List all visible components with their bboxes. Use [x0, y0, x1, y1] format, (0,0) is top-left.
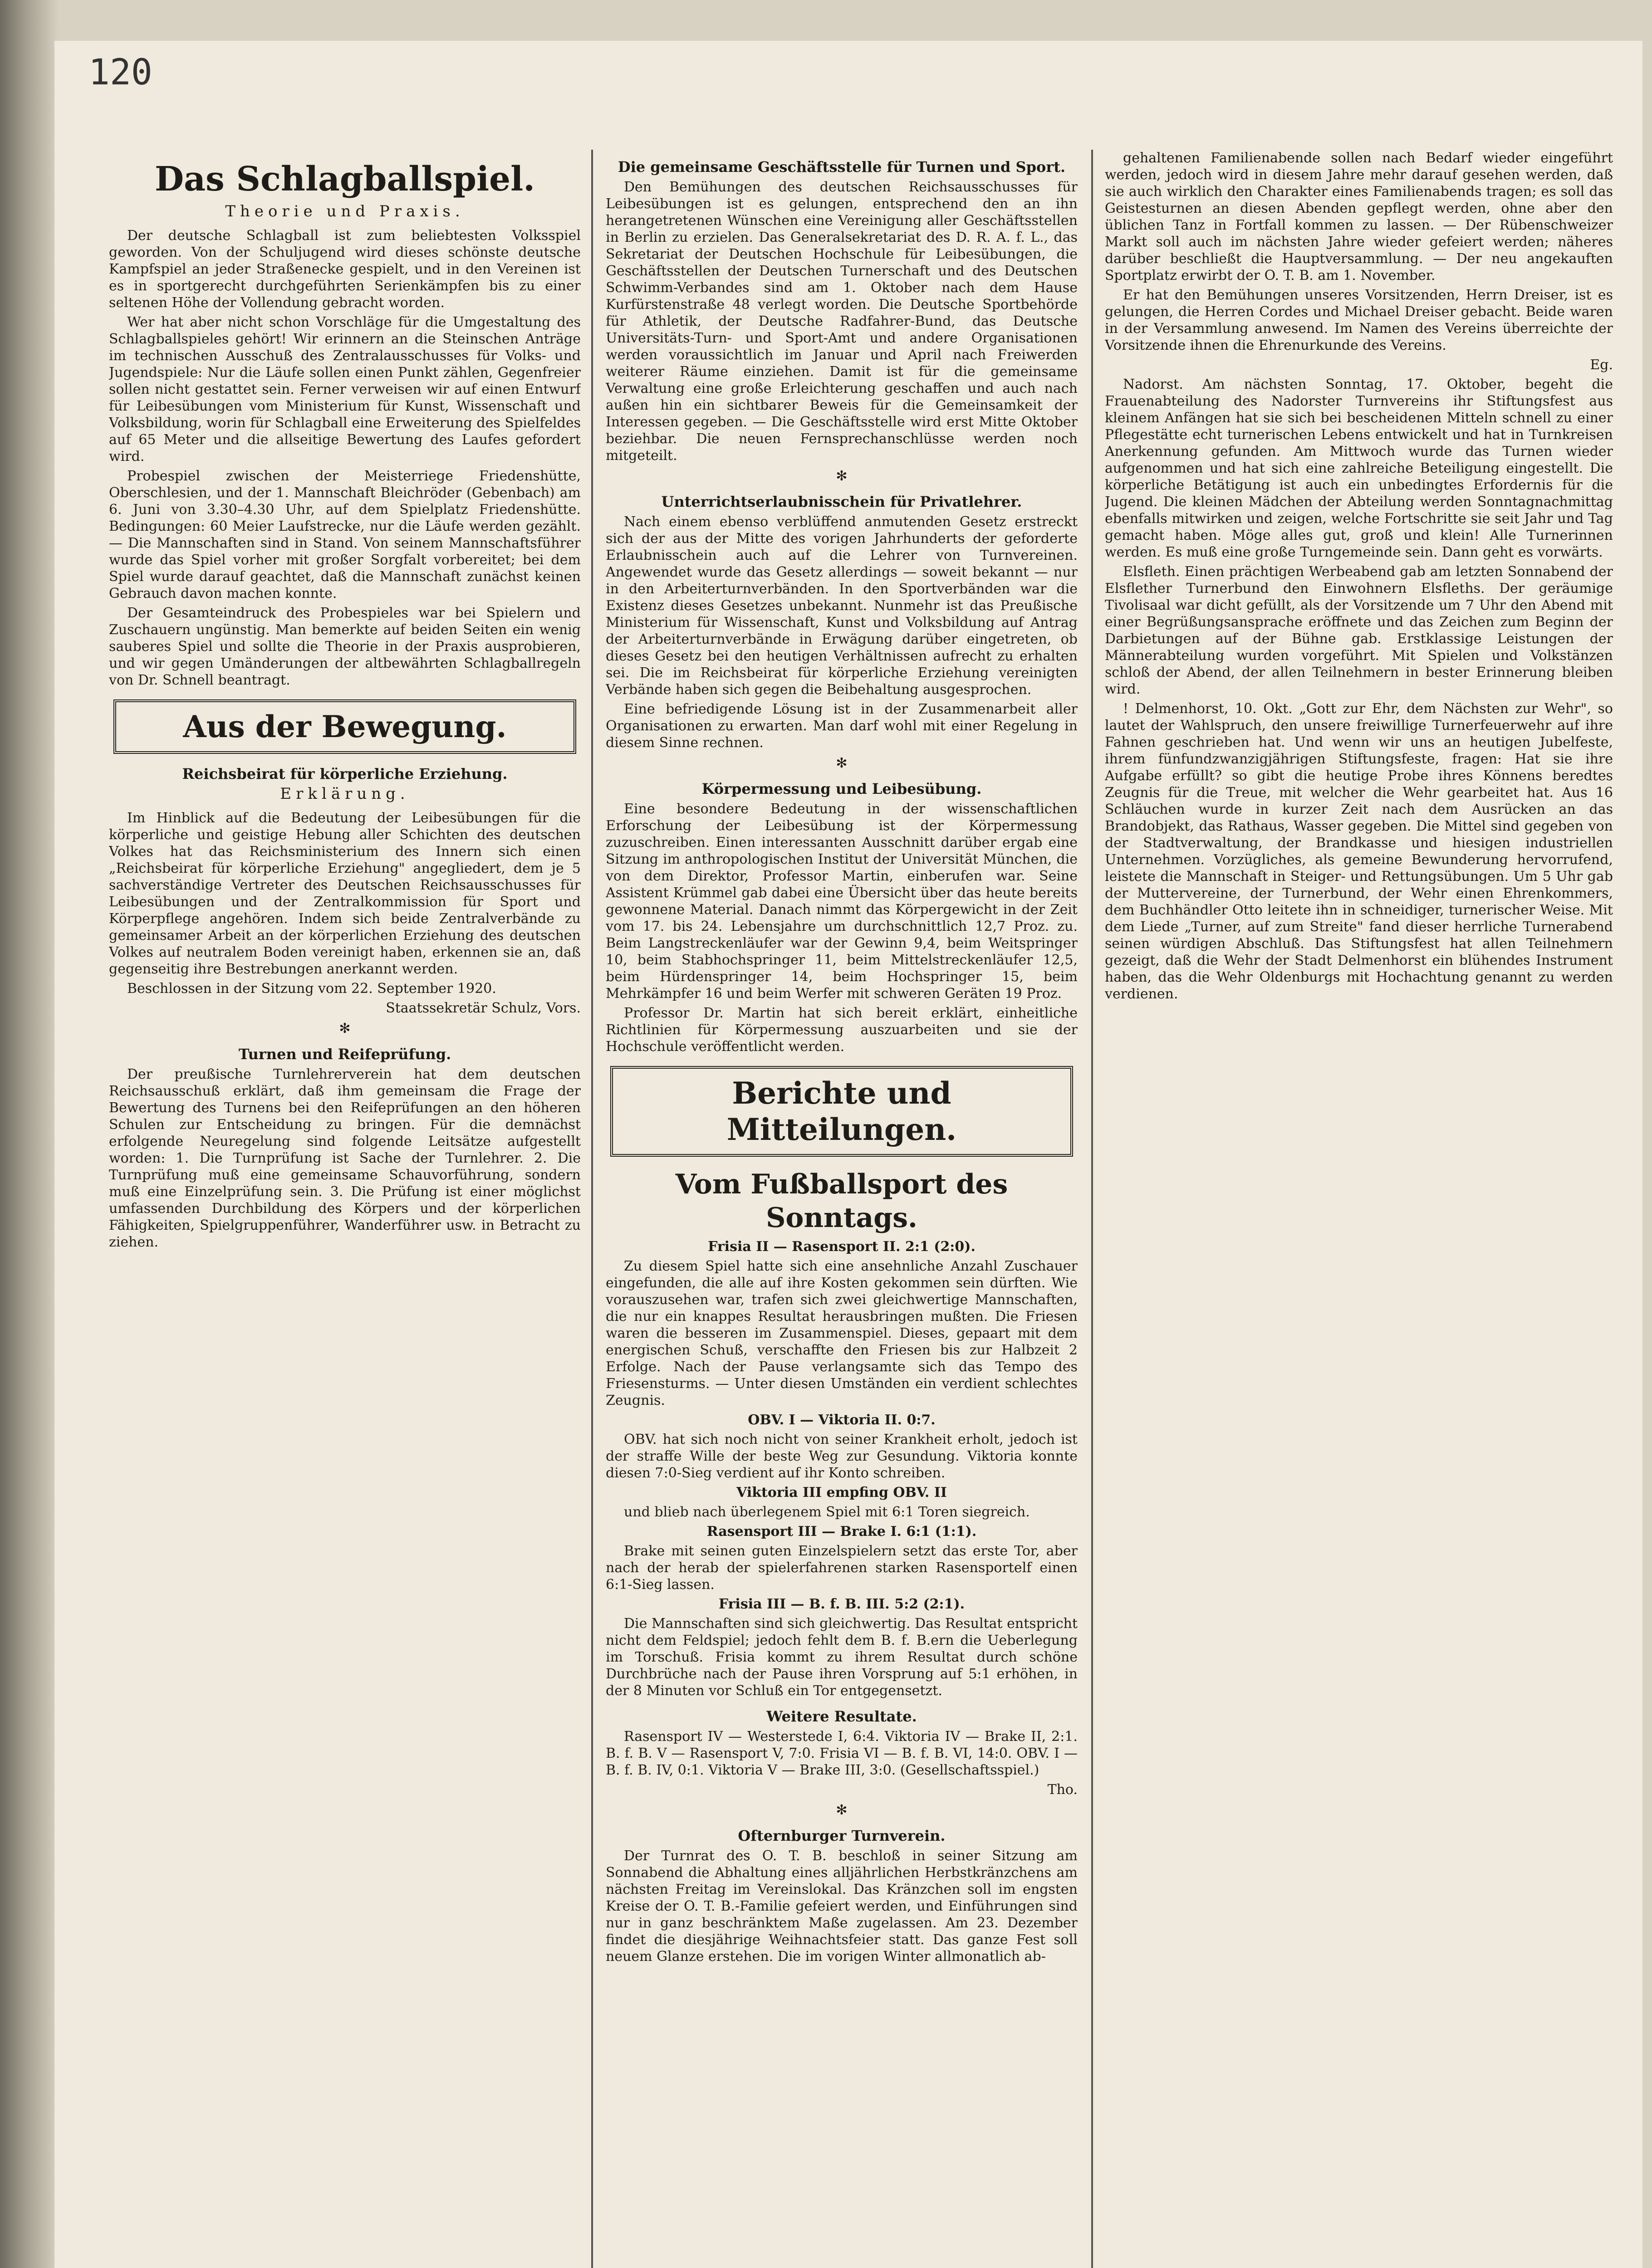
column-divider — [1091, 150, 1093, 2268]
article-subheading: Erklärung. — [280, 785, 410, 803]
article-paragraph: ! Delmenhorst, 10. Okt. „Gott zur Ehr, dem Nächsten zur Wehr", so lautet der Wahlspruch, den unsere freiwillige Turnerfeuerwehr auf ihre Fahnen geschrieben hat. Und wenn wir uns an heutigen Jubelfeste, ihrem fünfundzwanzigjährigen Stiftungsfeste, fragen: Hat sie ihre Aufgabe erfüllt? so gibt die heutige Probe ihres Könnens beredtes Zeugnis für die Treue, mit welcher die Wehr gearbeitet hat. Aus 16 Schläuchen wurde in kurzer Zeit nach dem Ausrücken an das Brandobjekt, das Rathaus, Wasser gegeben. Die Mittel sind gegeben von der Stadtverwaltung, der Brandkasse und hiesigen industriellen Unternehmen. Vorzügliches, als gemeine Bewunderung hervorrufend, leistete die Mannschaft in Steiger- und Rettungsübungen. Um 5 Uhr gab der Muttervereine, der Turnerbund, der Wehr einen Ehrenkommers, dem Buchhändler Otto leitete ihn in schneidiger, turnerischer Weise. Mit dem Liede „Turner, auf zum Streite" fand dieser herrliche Turnerabend seinen würdigen Abschluß. Das Stiftungsfest hat allen Teilnehmern gezeigt, daß die Wehr der Stadt Delmenhorst ein blühendes Instrument haben, das die Wehr Oldenburgs mit Hochachtung genannt zu werden verdienen. — [1105, 701, 1613, 1002]
article-paragraph: Den Bemühungen des deutschen Reichsausschusses für Leibesübungen ist es gelungen, entsprechend den an ihn herangetretenen Wünschen eine Vereinigung aller Geschäftsstellen in Berlin zu erzielen. Das Generalsekretariat des D. R. A. f. L., das Sekretariat der Deutschen Hochschule für Leibesübungen, die Geschäftsstellen der Deutschen Turnerschaft und des Deutschen Schwimm-Verbandes sind am 1. Oktober nach dem Hause Kurfürstenstraße 48 verlegt worden. Die Deutsche Sportbehörde für Athletik, der Deutsche Radfahrer-Bund, das Deutsche Universitäts-Turn- und Sport-Amt und andere Organisationen werden voraussichtlich im Januar und April nach Freiwerden weiterer Räume einziehen. Damit ist für die gemeinsame Verwaltung eine große Erleichterung geschaffen und auch nach außen hin ein sichtbarer Beweis für die Gemeinsamkeit der Interessen gegeben. — Die Geschäftsstelle wird erst Mitte Oktober beziehbar. Die neuen Fernsprechanschlüsse werden noch mitgeteilt. — [606, 179, 1078, 464]
article-subtitle: Theorie und Praxis. — [225, 202, 465, 220]
article-paragraph: Nach einem ebenso verblüffend anmutenden Gesetz erstreckt sich der aus der Mitte des vorigen Jahrhunderts der geforderte Erlaubnisschein auch auf die Lehrer von Turnvereinen. Angewendet wurde das Gesetz allerdings — soweit bekannt — nur in den Arbeiterturnverbänden. In den Sportverbänden war die Existenz dieses Gesetzes unbekannt. Nunmehr ist das Preußische Ministerium für Wissenschaft, Kunst und Volksbildung auf Antrag der Arbeiterturnverbände in Erwägung darüber eingetreten, ob dieses Gesetz bei den heutigen Verhältnissen aufrecht zu erhalten sei. Die im Reichsbeirat für körperliche Erziehung vereinigten Verbände haben sich gegen die Beibehaltung ausgesprochen. — [606, 514, 1078, 698]
match-result: Frisia II — Rasensport II. 2:1 (2:0). — [708, 1239, 976, 1255]
article-title: Vom Fußballsport des Sonntags. — [675, 1168, 1008, 1234]
article-paragraph: Die Mannschaften sind sich gleichwertig. Das Resultat entspricht nicht dem Feldspiel; jedoch fehlt dem B. f. B.ern die Ueberlegung im Torschuß. Frisia kommt zu ihrem Resultat durch schöne Durchbrüche nach der Pause ihren Vorsprung auf 5:1 erhöhen, in der 8 Minuten vor Schluß ein Tor entgegensetzt. — [606, 1616, 1078, 1699]
page-number: 120 — [88, 52, 152, 93]
article-heading: Turnen und Reifeprüfung. — [238, 1046, 451, 1063]
signature: Eg. — [1590, 357, 1613, 373]
article-paragraph: Er hat den Bemühungen unseres Vorsitzenden, Herrn Dreiser, ist es gelungen, die Herren Cordes und Michael Dreiser gebacht. Beide waren in der Versammlung anwesend. Im Namen des Vereins überreichte der Vorsitzende ihnen die Ehrenurkunde des Vereins. — [1105, 287, 1613, 353]
article-heading: Weitere Resultate. — [766, 1708, 917, 1725]
section-box-heading: Aus der Bewegung. — [113, 699, 576, 754]
article-heading: Ofternburger Turnverein. — [738, 1827, 946, 1844]
article-paragraph: Im Hinblick auf die Bedeutung der Leibesübungen für die körperliche und geistige Hebung aller Schichten des deutschen Volkes hat das Reichsministerium des Innern sich einen „Reichsbeirat für körperliche Erziehung" angegliedert, dem je 5 sachverständige Vertreter des Deutschen Reichsausschusses für Leibesübungen und der Zentralkommission für Sport und Körperpflege angehören. Indem sich beide Zentralverbände zu gemeinsamer Arbeit an der körperlichen Erziehung des deutschen Volkes auf neutralem Boden vereinigt haben, erkennen sie an, daß gegenseitig ihre Bestrebungen anerkannt werden. — [109, 810, 581, 977]
match-result: Rasensport III — Brake I. 6:1 (1:1). — [706, 1524, 977, 1540]
separator: ✻ — [836, 468, 848, 484]
article-title: Das Schlagballspiel. — [154, 160, 535, 199]
signature: Tho. — [1047, 1782, 1078, 1798]
match-result: OBV. I — Viktoria II. 0:7. — [748, 1412, 936, 1428]
column-2 — [606, 150, 1078, 2268]
match-result: Frisia III — B. f. B. III. 5:2 (2:1). — [718, 1596, 965, 1612]
article-paragraph: Der deutsche Schlagball ist zum beliebtesten Volksspiel geworden. Von der Schuljugend wird dieses schönste deutsche Kampfspiel an jeder Straßenecke gespielt, und in den Vereinen ist es in sportgerecht durchgeführten Serienkämpfen bis zu einer seltenen Höhe der Vollendung gebracht worden. — [109, 228, 581, 311]
article-paragraph: Zu diesem Spiel hatte sich eine ansehnliche Anzahl Zuschauer eingefunden, die alle auf ihre Kosten gekommen sein dürften. Wie vorauszusehen war, trafen sich zwei gleichwertige Mannschaften, die nur ein knappes Resultat herausbringen mußten. Die Friesen waren die besseren im Zusammenspiel. Dieses, gepaart mit dem energischen Schuß, verschaffte den Friesen bis zur Halbzeit 2 Erfolge. Nach der Pause verlangsamte sich das Tempo des Friesensturms. — Unter diesen Umständen ein verdient schlechtes Zeugnis. — [606, 1258, 1078, 1408]
separator: ✻ — [339, 1021, 351, 1036]
article-paragraph: Der Turnrat des O. T. B. beschloß in seiner Sitzung am Sonnabend die Abhaltung eines alljährlichen Herbstkränzchens am nächsten Freitag im Vereinslokal. Das Kränzchen soll im engsten Kreise der O. T. B.-Familie gefeiert werden, und Einführungen sind nur in ganz beschränktem Maße zugelassen. Am 23. Dezember findet die diesjährige Weihnachtsfeier statt. Das ganze Fest soll neuem Glanze erstehen. Die im vorigen Winter allmonatlich ab- — [606, 1848, 1078, 1965]
article-paragraph: Eine befriedigende Lösung ist in der Zusammenarbeit aller Organisationen zu erwarten. Man darf wohl mit einer Regelung in diesem Sinne rechnen. — [606, 701, 1078, 751]
column-3 — [1105, 150, 1613, 2268]
article-paragraph: Probespiel zwischen der Meisterriege Friedenshütte, Oberschlesien, und der 1. Mannschaft Bleichröder (Gebenbach) am 6. Juni von 3.30–4.30 Uhr, auf dem Spielplatz Friedenshütte. Bedingungen: 60 Meier Laufstrecke, nur die Läufe werden gezählt. — Die Mannschaften sind in Stand. Von seinem Mannschaftsführer wurde das Spiel vorher mit großer Sorgfalt vorbereitet; bei dem Spiel wurde darauf geachtet, daß die Mannschaft zunächst keinen Gebrauch davon machen konnte. — [109, 468, 581, 601]
article-paragraph: Professor Dr. Martin hat sich bereit erklärt, einheitliche Richtlinien für Körpermessung auszuarbeiten und sie der Hochschule veröffentlicht werden. — [606, 1005, 1078, 1055]
column-1 — [109, 150, 581, 2268]
article-paragraph: Elsfleth. Einen prächtigen Werbeabend gab am letzten Sonnabend der Elsflether Turnerbund den Einwohnern Elsfleths. Der geräumige Tivolisaal war dicht gefüllt, als der Vorsitzende um 7 Uhr den Abend mit einer Begrüßungsansprache eröffnete und das Zeichen zum Beginn der Darbietungen auf der Bühne gab. Erstklassige Leistungen der Männerabteilung wurden vorgeführt. Mit Spielen und Volkstänzen schloß der Abend, der allen Teilnehmern in bester Erinnerung bleiben wird. — [1105, 564, 1613, 697]
article-paragraph: Beschlossen in der Sitzung vom 22. September 1920. — [127, 981, 496, 997]
article-paragraph: Rasensport IV — Westerstede I, 6:4. Viktoria IV — Brake II, 2:1. B. f. B. V — Rasensport V, 7:0. Frisia VI — B. f. B. VI, 14:0. OBV. I — B. f. B. IV, 0:1. Viktoria V — Brake III, 3:0. (Gesellschaftsspiel.) — [606, 1729, 1078, 1778]
match-result: Viktoria III empfing OBV. II — [736, 1485, 947, 1501]
article-paragraph: Eine besondere Bedeutung in der wissenschaftlichen Erforschung der Leibesübung ist der Körpermessung zuzuschreiben. Einen interessanten Ausschnitt darüber ergab eine Sitzung im anthropologischen Institut der Universität München, die von dem Direktor, Professor Martin, einberufen war. Seine Assistent Krümmel gab dabei eine Übersicht über das heute bereits gewonnene Material. Danach nimmt das Körpergewicht in der Zeit vom 17. bis 24. Lebensjahre um durchschnittlich 12,7 Proz. zu. Beim Langstreckenläufer war der Gewinn 9,4, beim Weitspringer 10, beim Stabhochspringer 11, beim Mittelstreckenläufer 12,5, beim Hürdenspringer 14, beim Hochspringer 15, beim Mehrkämpfer 16 und beim Werfer mit schweren Geräten 19 Proz. — [606, 801, 1078, 1002]
article-paragraph: OBV. hat sich noch nicht von seiner Krankheit erholt, jedoch ist der straffe Wille der beste Weg zur Gesundung. Viktoria konnte diesen 7:0-Sieg verdient auf ihr Konto schreiben. — [606, 1432, 1078, 1481]
article-paragraph: und blieb nach überlegenem Spiel mit 6:1 Toren siegreich. — [624, 1504, 1030, 1520]
column-divider — [591, 150, 593, 2268]
article-paragraph: gehaltenen Familienabende sollen nach Bedarf wieder eingeführt werden, jedoch wird in diesem Jahre mehr darauf gesehen werden, daß sie auch wirklich den Charakter eines Familienabends tragen; es soll das Geistesturnen an diesen Abenden gepflegt werden, ohne aber den üblichen Tanz in Fortfall kommen zu lassen. — Der Rübenschweizer Markt soll auch im nächsten Jahre wieder gefeiert werden; näheres darüber beschließt die Hauptversammlung. — Der neu angekauften Sportplatz erwirbt der O. T. B. am 1. November. — [1105, 150, 1613, 284]
article-paragraph: Der preußische Turnlehrerverein hat dem deutschen Reichsausschuß erklärt, daß ihm gemeinsam die Frage der Bewertung des Turnens bei den Reifeprüfungen an den höheren Schulen zur Entscheidung zu bringen. Für die demnächst erfolgende Neuregelung sind folgende Leitsätze aufgestellt worden: 1. Die Turnprüfung ist Sache der Turnlehrer. 2. Die Turnprüfung muß eine gemeinsame Schauvorführung, sondern muß eine Einzelprüfung sein. 3. Die Prüfung ist einer möglichst umfassenden Durchbildung des Körpers und der körperlichen Fähigkeiten, Spielgruppenführer, Wanderführer usw. in Betracht zu ziehen. — [109, 1066, 581, 1250]
article-paragraph: Wer hat aber nicht schon Vorschläge für die Umgestaltung des Schlagballspieles gehört! Wir erinnern an die Steinschen Anträge im technischen Ausschuß des Zentralausschusses für Volks- und Jugendspiele: Nur die Läufe sollen einen Punkt zählen, Gegenfreier sollen nicht gestattet sein. Ferner verweisen wir auf einen Entwurf für Leibesübungen vom Ministerium für Kunst, Wissenschaft und Volksbildung, worin für Schlagball eine Erweiterung des Spielfeldes auf 65 Meter und die allseitige Bewertung des Laufes gefordert wird. — [109, 314, 581, 464]
signature: Staatssekretär Schulz, Vors. — [386, 1000, 581, 1016]
article-paragraph: Brake mit seinen guten Einzelspielern setzt das erste Tor, aber nach der herab der spielerfahrenen starken Rasensportelf einen 6:1-Sieg lassen. — [606, 1543, 1078, 1593]
separator: ✻ — [836, 1802, 848, 1818]
separator: ✻ — [836, 755, 848, 771]
article-heading: Reichsbeirat für körperliche Erziehung. — [182, 765, 508, 782]
article-paragraph: Nadorst. Am nächsten Sonntag, 17. Oktober, begeht die Frauenabteilung des Nadorster Turnvereins ihr Stiftungsfest aus kleinem Anfängen hat sie sich bei bescheidenen Mitteln schnell zu einer Pflegestätte echt turnerischen Lebens entwickelt und hat in Turnkreisen Anerkennung gefunden. Am Mittwoch wurde das Turnen wieder aufgenommen und hat sich eine zahlreiche Beteiligung eingestellt. Die körperliche Betätigung ist auch ein unbedingtes Erfordernis für die Jugend. Die kleinen Mädchen der Abteilung werden Sonntagnachmittag ebenfalls mitwirken und zeigen, welche Fortschritte sie seit Jahr und Tag gemacht haben. Möge alles gut, groß und klein! Alle Turnerinnen werden. Es muß eine große Turngemeinde sein. Dann geht es vorwärts. — [1105, 376, 1613, 560]
article-heading: Unterrichtserlaubnisschein für Privatlehrer. — [661, 493, 1022, 510]
article-paragraph: Der Gesamteindruck des Probespieles war bei Spielern und Zuschauern ungünstig. Man bemerkte auf beiden Seiten ein wenig sauberes Spiel und sollte die Theorie in der Praxis ausprobieren, und wir gegen Umänderungen der altbewährten Schlagballregeln von Dr. Schnell beantragt. — [109, 605, 581, 688]
article-heading: Die gemeinsame Geschäftsstelle für Turnen und Sport. — [618, 158, 1066, 176]
section-box-heading: Berichte und Mitteilungen. — [610, 1066, 1073, 1157]
page-edge-shadow — [0, 0, 59, 2268]
article-heading: Körpermessung und Leibesübung. — [701, 780, 982, 797]
